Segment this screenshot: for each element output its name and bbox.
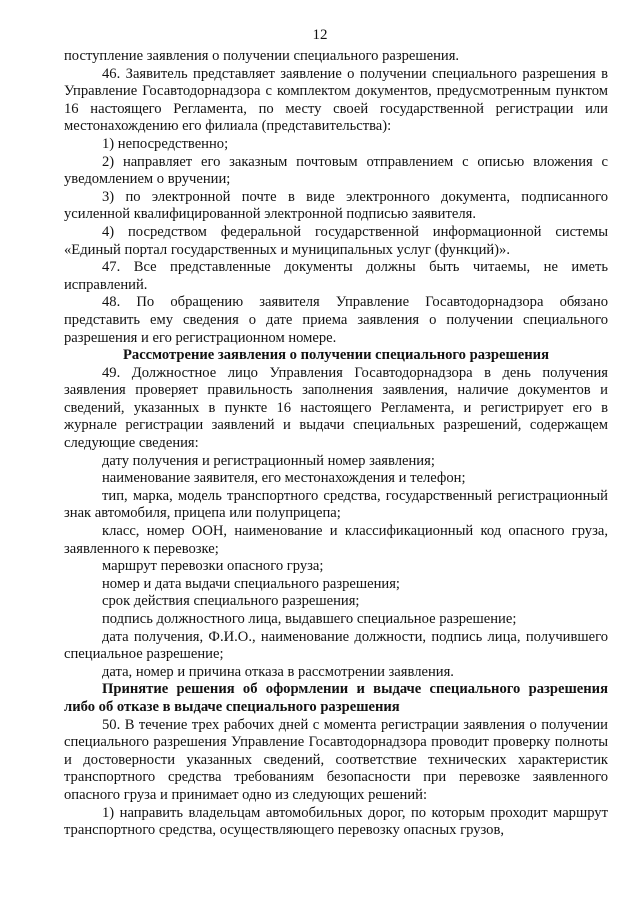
paragraph: 46. Заявитель представляет заявление о получении специального разрешения в Управление Госавтодорнадзора с комплектом документов, предусмотренным пунктом 16 настоящего Регламента, по месту своей государственной регистрации или местонахождению его филиала (представительства): xyxy=(64,65,608,135)
paragraph: наименование заявителя, его местонахождения и телефон; xyxy=(102,470,466,487)
paragraph: 50. В течение трех рабочих дней с момента регистрации заявления о получении специального разрешения Управление Госавтодорнадзора проводит проверку полноты и достоверности указанных сведений, соответствие технических характеристик транспортного средства требованиям безопасности при перевозке заявленного опасного груза и принимает одно из следующих решений: xyxy=(64,716,608,803)
paragraph: маршрут перевозки опасного груза; xyxy=(102,558,324,575)
paragraph: 3) по электронной почте в виде электронного документа, подписанного усиленной квалифицированной электронной подписью заявителя. xyxy=(64,188,608,223)
paragraph: 1) направить владельцам автомобильных дорог, по которым проходит маршрут транспортного средства, осуществляющего перевозку опасных грузов, xyxy=(64,804,608,839)
document-body xyxy=(64,48,608,840)
paragraph: 4) посредством федеральной государственной информационной системы «Единый портал государственных и муниципальных услуг (функций)». xyxy=(64,223,608,258)
paragraph: 2) направляет его заказным почтовым отправлением с описью вложения с уведомлением о вручении; xyxy=(64,153,608,188)
paragraph: срок действия специального разрешения; xyxy=(102,593,360,610)
paragraph: 49. Должностное лицо Управления Госавтодорнадзора в день получения заявления проверяет правильность заполнения заявления, наличие документов и сведений, указанных в пункте 16 настоящего Регламента, и регистрирует его в журнале регистрации заявлений и выдачи специальных разрешений, содержащем следующие сведения: xyxy=(64,364,608,452)
section-heading: Рассмотрение заявления о получении специального разрешения xyxy=(122,347,549,364)
page-number: 12 xyxy=(312,27,328,43)
paragraph: подпись должностного лица, выдавшего специальное разрешение; xyxy=(102,611,517,627)
section-heading: Принятие решения об оформлении и выдаче специального разрешения либо об отказе в выдаче специального разрешения xyxy=(64,681,608,715)
paragraph: номер и дата выдачи специального разрешения; xyxy=(102,575,400,592)
paragraph: класс, номер ООН, наименование и классификационный код опасного груза, заявленного к перевозке; xyxy=(64,523,608,557)
paragraph: 1) непосредственно; xyxy=(102,135,229,152)
paragraph: 48. По обращению заявителя Управление Госавтодорнадзора обязано представить ему сведения о дате приема заявления о получении специального разрешения и его регистрационном номере. xyxy=(64,294,608,346)
paragraph: поступление заявления о получении специального разрешения. xyxy=(64,48,460,64)
paragraph: тип, марка, модель транспортного средства, государственный регистрационный знак автомобиля, прицепа или полуприцепа; xyxy=(64,487,608,522)
paragraph: 47. Все представленные документы должны быть читаемы, не иметь исправлений. xyxy=(64,259,608,293)
paragraph: дата, номер и причина отказа в рассмотрении заявления. xyxy=(102,663,454,680)
paragraph: дату получения и регистрационный номер заявления; xyxy=(102,452,435,469)
paragraph: дата получения, Ф.И.О., наименование должности, подпись лица, получившего специальное разрешение; xyxy=(64,628,608,663)
